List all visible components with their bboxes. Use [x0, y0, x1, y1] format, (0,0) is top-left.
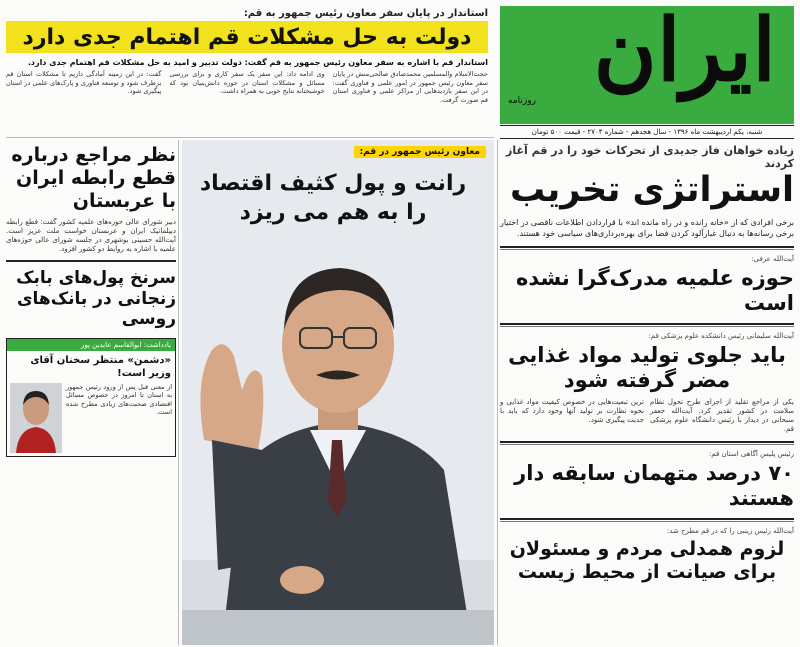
top-body: [6, 70, 488, 104]
lead-story-kicker: زیاده خواهان فاز جدیدی از تحرکات خود را در قم آغاز کردند: [506, 144, 794, 170]
story3-body-col-a: یکی از مراجع تقلید از اجرای طرح تحول نظام سلامت در کشور تقدیر کرد. آیت‌الله جعفر سبحانی در دیدار با رئیس دانشگاه علوم پزشکی قم.: [650, 397, 794, 433]
left-story2-headline[interactable]: سرنخ پول‌های بابک زنجانی در بانک‌های روسی: [16, 268, 176, 330]
right-column: [500, 140, 794, 645]
logo-subtitle: روزنامه: [508, 96, 536, 106]
story3-kicker: آیت‌الله سلیمانی رئیس دانشکده علوم پزشکی قم:: [648, 332, 794, 341]
opinion-author: یادداشت: ابوالقاسم عابدین پور: [7, 339, 175, 351]
opinion-text: از معنی قبل پس از ورود رئیس جمهور به استان تا امروز در خصوص مسائل اقتصادی صحبت‌های زیادی مطرح شده است.: [66, 382, 172, 417]
author-photo: [10, 383, 62, 453]
left-story1-headline[interactable]: نظر مراجع درباره قطع رابطه ایران با عربستان: [11, 144, 176, 212]
story2-kicker: آیت‌الله عرفی:: [751, 254, 794, 263]
section-divider: [500, 243, 794, 251]
story2-headline[interactable]: حوزه علمیه مدرک‌گرا نشده است: [515, 265, 794, 315]
feature-story[interactable]: [182, 140, 494, 645]
top-body-col-2: وی ادامه داد: این سفر یک سفر کاری و برای بررسی مسائل و مشکلات استان در حوزه دانش‌بنیان بود که خوشبختانه نتایج خوبی به همراه داشت.: [169, 70, 325, 95]
lead-story-headline[interactable]: استراتژی تخریب: [510, 170, 794, 210]
top-headline: دولت به حل مشکلات قم اهتمام جدی دارد: [22, 24, 472, 50]
top-story: [6, 6, 494, 134]
opinion-title: «دشمن» منتظر سخنان آقای وزیر است!: [30, 354, 171, 379]
top-body-col-1: حجت‌الاسلام والمسلمین محمدصادق صالحی‌منش در پایان سفر معاون رئیس جمهور در امور علمی و فناوری گفت: در این سفر بازدیدهایی از مراکز علمی و فناوری استان قم صورت گرفت.: [332, 70, 488, 104]
feature-kicker: معاون رئیس جمهور در قم:: [354, 146, 486, 158]
section-divider: [6, 260, 176, 262]
feature-headline: رانت و پول کثیف اقتصاد را به هم می ریزد: [199, 171, 467, 225]
top-summary: استاندار قم با اشاره به سفر معاون رئیس جمهور به قم گفت: دولت تدبیر و امید به حل مشکلات قم اهتمام جدی دارد.: [27, 58, 488, 67]
section-divider: [500, 515, 794, 523]
top-banner[interactable]: [6, 21, 488, 53]
column-rule: [178, 140, 179, 645]
opinion-column[interactable]: [6, 338, 176, 457]
column-rule: [497, 140, 498, 645]
strip-rule: [6, 137, 494, 138]
top-body-col-3: گفت: در این زمینه آمادگی داریم تا مشکلات استان قم برطرف شود و توسعه فناوری و پارک‌های علمی در استان پیگیری شود.: [6, 70, 162, 95]
story4-headline[interactable]: ۷۰ درصد متهمان سابقه دار هستند: [514, 460, 794, 510]
left-column: [6, 140, 176, 645]
section-divider: [500, 320, 794, 328]
story3-body: [500, 398, 794, 434]
story3-body-col-b: ترین تبعیت‌هایی در خصوص کیفیت مواد غذایی و نحوه نظارت بر تولید آنها وجود دارد که باید با جدیت پیگیری شود.: [500, 397, 644, 424]
top-kicker: استاندار در پایان سفر معاون رئیس جمهور به قم:: [243, 8, 488, 19]
story3-headline[interactable]: باید جلوی تولید مواد غذایی مضر گرفته شود: [508, 343, 786, 393]
section-divider: [500, 438, 794, 446]
lead-story-summary: برخی افرادی که از «خانه رانده و در راه مانده اند» با قراردادن اطلاعات ناقصی در اختیار برخی رسانه‌ها به دنبال غبارآلود کردن فضا برای بهره‌برداری‌های سیاسی خود هستند.: [500, 217, 794, 238]
story5-kicker: آیت‌الله رئیس زینبی را که در قم مطرح شد:: [666, 526, 794, 535]
left-story1-body: دبیر شورای عالی حوزه‌های علمیه کشور گفت: قطع رابطه دیپلماتیک ایران و عربستان خواست ملت عزیز است. آیت‌الله حسینی بوشهری در جلسه شورای عالی حوزه‌های علمیه با اشاره به روابط دو کشور افزود.: [6, 218, 176, 254]
opinion-body: [7, 380, 175, 456]
newspaper-logo: ایران: [593, 0, 776, 101]
dateline: شنبه، یکم اردیبهشت ماه ۱۳۹۶ - سال هجدهم - شماره ۲۷۰۴ - قیمت ۵۰۰ تومان: [500, 125, 794, 139]
story4-kicker: رئیس پلیس آگاهی استان قم:: [708, 449, 794, 458]
story5-headline[interactable]: لزوم همدلی مردم و مسئولان برای صیانت از محیط زیست: [509, 537, 785, 583]
masthead: [500, 0, 794, 124]
